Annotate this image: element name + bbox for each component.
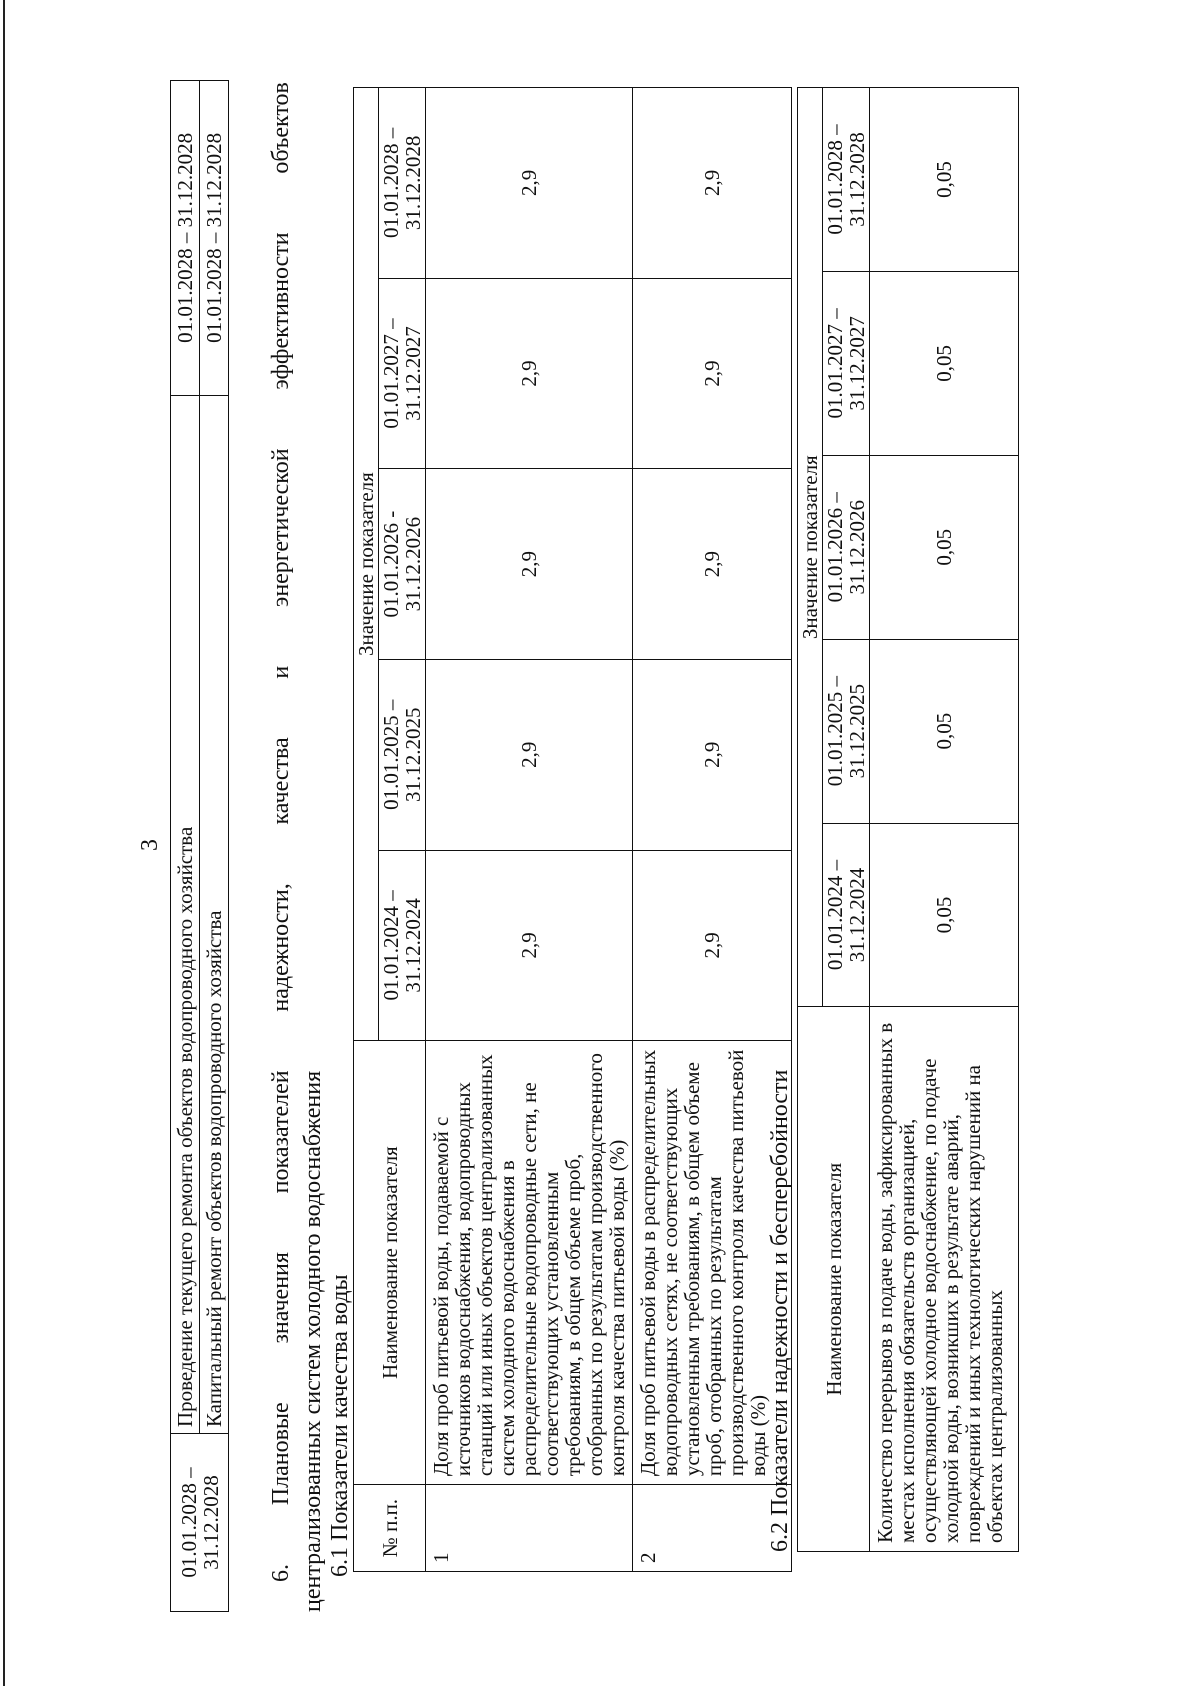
table-row <box>171 81 200 1612</box>
column-header-period: 01.01.2028 – 31.12.2028 <box>379 88 426 279</box>
column-header-value-group: Значение показателя <box>798 88 823 1007</box>
value-cell: 0,05 <box>870 455 1019 639</box>
value-cell: 0,05 <box>870 271 1019 455</box>
value-cell: 2,9 <box>633 659 792 850</box>
heading-word: и <box>268 665 294 679</box>
value-cell: 2,9 <box>426 469 633 660</box>
rotated-page-content <box>170 82 1200 1612</box>
subsection-6-2-title: 6.2 Показатели надежности и бесперебойности <box>767 1069 793 1552</box>
value-cell: 0,05 <box>870 88 1019 272</box>
subsection-6-1-title: 6.1 Показатели качества воды <box>327 1274 353 1577</box>
indicator-name-cell: Количество перерывов в подаче воды, зафиксированных в местах исполнения обязательств организацией, осуществляющей холодное водоснабжение, по подаче холодной воды, возникших в результате аварий, повреждений и иных технологических нарушений на объектах централизованных <box>870 1007 1019 1552</box>
heading-word: эффективности <box>268 232 294 390</box>
schedule-dates-cell: 01.01.2028 – 31.12.2028 <box>200 81 229 396</box>
table-header-row <box>354 88 379 1572</box>
section-6-heading <box>265 82 329 1612</box>
column-header-period: 01.01.2024 – 31.12.2024 <box>379 850 426 1041</box>
value-cell: 2,9 <box>426 88 633 279</box>
value-cell: 2,9 <box>426 659 633 850</box>
column-header-period: 01.01.2027 – 31.12.2027 <box>379 278 426 469</box>
water-quality-table <box>353 87 792 1572</box>
column-header-name: Наименование показателя <box>798 1007 870 1552</box>
value-cell: 2,9 <box>426 850 633 1041</box>
heading-word: 6. <box>268 1564 294 1582</box>
table-row <box>426 88 633 1572</box>
value-cell: 2,9 <box>633 469 792 660</box>
schedule-period-cell: 01.01.2028 – 31.12.2028 <box>171 1434 229 1612</box>
column-header-period: 01.01.2026 – 31.12.2026 <box>823 455 870 639</box>
column-header-period: 01.01.2028 – 31.12.2028 <box>823 88 870 272</box>
page-number: 3 <box>137 839 163 851</box>
schedule-dates-cell: 01.01.2028 – 31.12.2028 <box>171 81 200 396</box>
schedule-work-cell: Капитальный ремонт объектов водопроводного хозяйства <box>200 395 229 1433</box>
table-row <box>200 81 229 1612</box>
column-header-period: 01.01.2027 – 31.12.2027 <box>823 271 870 455</box>
schedule-work-cell: Проведение текущего ремонта объектов водопроводного хозяйства <box>171 395 200 1433</box>
heading-word: значения <box>268 1252 294 1344</box>
row-number-cell: 2 <box>633 1485 792 1572</box>
reliability-table <box>797 87 1019 1552</box>
heading-word: энергетической <box>268 448 294 607</box>
section-6-heading-line-2: централизованных систем холодного водоснабжения <box>300 1070 326 1612</box>
value-cell: 2,9 <box>633 88 792 279</box>
value-cell: 0,05 <box>870 639 1019 823</box>
schedule-table <box>170 80 229 1612</box>
value-cell: 2,9 <box>633 278 792 469</box>
column-header-value-group: Значение показателя <box>354 88 379 1041</box>
column-header-period: 01.01.2025 – 31.12.2025 <box>379 659 426 850</box>
column-header-number: № п.п. <box>354 1485 426 1572</box>
heading-word: надежности, <box>268 883 294 1012</box>
heading-word: показателей <box>268 1070 294 1194</box>
column-header-period: 01.01.2024 – 31.12.2024 <box>823 823 870 1007</box>
heading-word: качества <box>268 737 294 825</box>
column-header-period: 01.01.2025 – 31.12.2025 <box>823 639 870 823</box>
table-row <box>870 88 1019 1552</box>
value-cell: 2,9 <box>426 278 633 469</box>
table-header-row <box>798 88 823 1552</box>
page-edge-line <box>3 0 5 1686</box>
column-header-name: Наименование показателя <box>354 1041 426 1485</box>
indicator-name-cell: Доля проб питьевой воды, подаваемой с источников водоснабжения, водопроводных станций или иных объектов централизованных систем холодного водоснабжения в распределительные водопроводные сети, не соответствующих установленным требованиям, в общем объеме проб, отобранных по результатам производственного контроля качества питьевой воды (%) <box>426 1041 633 1485</box>
heading-word: объектов <box>268 82 294 174</box>
value-cell: 2,9 <box>633 850 792 1041</box>
indicator-name-cell: Доля проб питьевой воды в распределительных водопроводных сетях, не соответствующих установленным требованиям, в общем объеме проб, отобранных по результатам производственного контроля качества питьевой воды (%) <box>633 1041 792 1485</box>
row-number-cell: 1 <box>426 1485 633 1572</box>
column-header-period: 01.01.2026 - 31.12.2026 <box>379 469 426 660</box>
value-cell: 0,05 <box>870 823 1019 1007</box>
heading-word: Плановые <box>268 1402 294 1506</box>
section-6-heading-line-1 <box>265 82 297 1612</box>
